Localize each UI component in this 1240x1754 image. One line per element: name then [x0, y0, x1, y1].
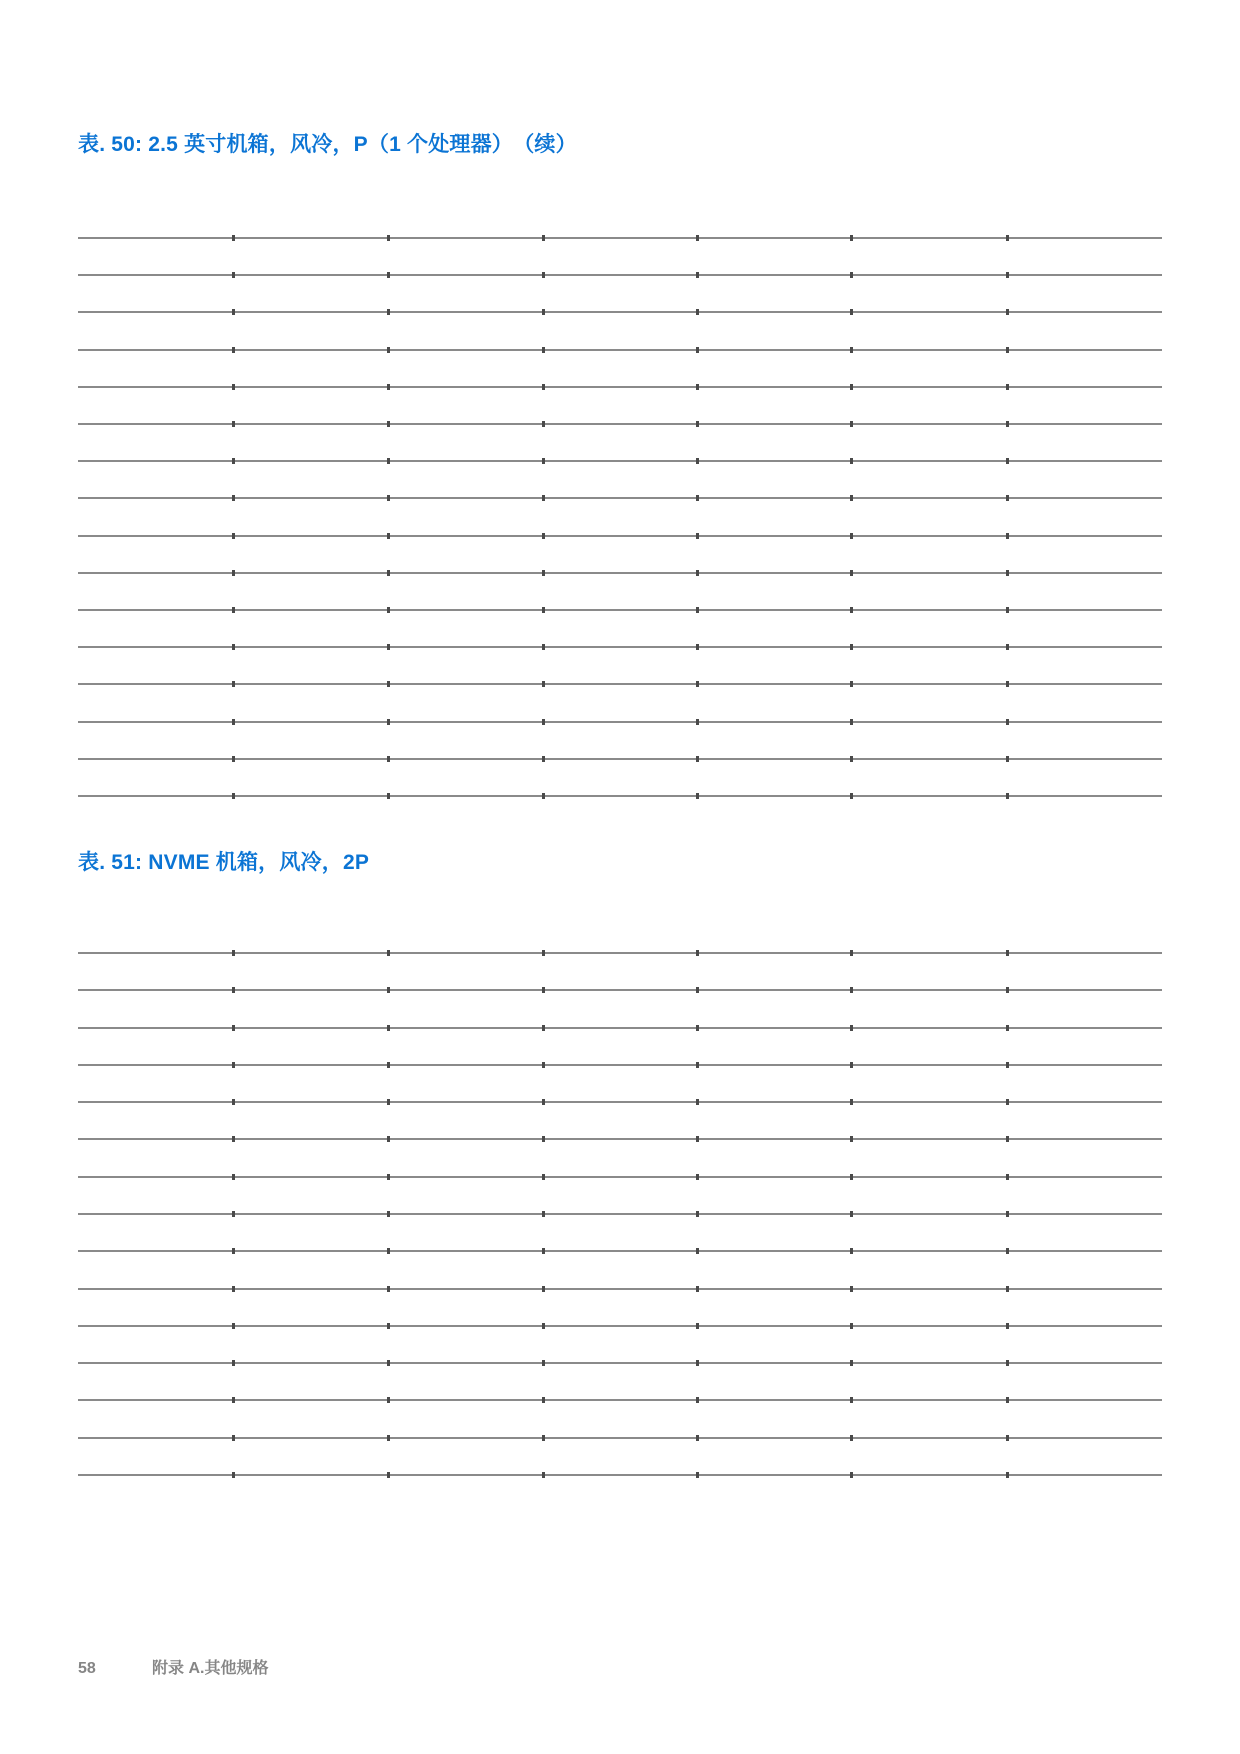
column-divider-tick [387, 347, 390, 353]
column-divider-tick [542, 644, 545, 650]
column-divider-tick [542, 421, 545, 427]
column-divider-tick [696, 309, 699, 315]
table-50-caption: 表. 50: 2.5 英寸机箱，风冷，P（1 个处理器） （续） [78, 133, 577, 156]
column-divider-tick [232, 1248, 235, 1254]
column-divider-tick [1006, 1397, 1009, 1403]
table-row-line [78, 952, 1162, 954]
column-divider-tick [696, 458, 699, 464]
column-divider-tick [696, 1323, 699, 1329]
column-divider-tick [850, 1286, 853, 1292]
column-divider-tick [232, 1211, 235, 1217]
column-divider-tick [850, 987, 853, 993]
column-divider-tick [696, 1435, 699, 1441]
column-divider-tick [1006, 1062, 1009, 1068]
column-divider-tick [1006, 950, 1009, 956]
column-divider-tick [387, 1323, 390, 1329]
column-divider-tick [387, 1211, 390, 1217]
column-divider-tick [696, 421, 699, 427]
column-divider-tick [232, 987, 235, 993]
column-divider-tick [542, 950, 545, 956]
column-divider-tick [542, 347, 545, 353]
column-divider-tick [542, 1435, 545, 1441]
column-divider-tick [850, 950, 853, 956]
column-divider-tick [1006, 1435, 1009, 1441]
column-divider-tick [232, 644, 235, 650]
column-divider-tick [850, 421, 853, 427]
column-divider-tick [232, 1397, 235, 1403]
table-row-line [78, 423, 1162, 425]
column-divider-tick [542, 1323, 545, 1329]
column-divider-tick [1006, 1136, 1009, 1142]
column-divider-tick [1006, 1323, 1009, 1329]
column-divider-tick [1006, 458, 1009, 464]
table-row-line [78, 609, 1162, 611]
column-divider-tick [542, 607, 545, 613]
table-row-line [78, 1027, 1162, 1029]
column-divider-tick [542, 1472, 545, 1478]
column-divider-tick [387, 1062, 390, 1068]
column-divider-tick [387, 458, 390, 464]
table-row-line [78, 1474, 1162, 1476]
column-divider-tick [850, 347, 853, 353]
column-divider-tick [696, 950, 699, 956]
column-divider-tick [542, 495, 545, 501]
column-divider-tick [1006, 756, 1009, 762]
column-divider-tick [542, 1062, 545, 1068]
column-divider-tick [232, 1136, 235, 1142]
column-divider-tick [387, 987, 390, 993]
column-divider-tick [850, 1174, 853, 1180]
column-divider-tick [542, 533, 545, 539]
column-divider-tick [542, 1211, 545, 1217]
column-divider-tick [387, 681, 390, 687]
column-divider-tick [1006, 235, 1009, 241]
column-divider-tick [232, 756, 235, 762]
table-row-line [78, 1176, 1162, 1178]
column-divider-tick [387, 1397, 390, 1403]
column-divider-tick [850, 793, 853, 799]
column-divider-tick [387, 1435, 390, 1441]
column-divider-tick [232, 1286, 235, 1292]
column-divider-tick [542, 1397, 545, 1403]
table-row-line [78, 1399, 1162, 1401]
column-divider-tick [696, 570, 699, 576]
column-divider-tick [1006, 681, 1009, 687]
column-divider-tick [232, 272, 235, 278]
column-divider-tick [696, 1472, 699, 1478]
column-divider-tick [850, 1248, 853, 1254]
table-row-line [78, 1325, 1162, 1327]
column-divider-tick [542, 1025, 545, 1031]
column-divider-tick [232, 1174, 235, 1180]
column-divider-tick [232, 421, 235, 427]
column-divider-tick [232, 950, 235, 956]
column-divider-tick [232, 793, 235, 799]
column-divider-tick [387, 570, 390, 576]
table-row-line [78, 1138, 1162, 1140]
column-divider-tick [232, 1360, 235, 1366]
column-divider-tick [696, 1211, 699, 1217]
table-row-line [78, 1437, 1162, 1439]
column-divider-tick [1006, 272, 1009, 278]
column-divider-tick [1006, 1025, 1009, 1031]
column-divider-tick [696, 347, 699, 353]
column-divider-tick [1006, 309, 1009, 315]
table-row-line [78, 349, 1162, 351]
column-divider-tick [387, 1025, 390, 1031]
column-divider-tick [696, 1136, 699, 1142]
column-divider-tick [542, 1136, 545, 1142]
column-divider-tick [850, 756, 853, 762]
column-divider-tick [850, 1472, 853, 1478]
column-divider-tick [850, 1323, 853, 1329]
column-divider-tick [232, 533, 235, 539]
table-row-line [78, 237, 1162, 239]
column-divider-tick [542, 987, 545, 993]
column-divider-tick [387, 272, 390, 278]
table-row-line [78, 274, 1162, 276]
column-divider-tick [1006, 793, 1009, 799]
column-divider-tick [696, 1099, 699, 1105]
column-divider-tick [696, 235, 699, 241]
column-divider-tick [1006, 495, 1009, 501]
page-footer [0, 1659, 1240, 1681]
column-divider-tick [696, 384, 699, 390]
column-divider-tick [542, 1360, 545, 1366]
column-divider-tick [232, 681, 235, 687]
column-divider-tick [1006, 1248, 1009, 1254]
column-divider-tick [696, 1360, 699, 1366]
table-row-line [78, 1064, 1162, 1066]
table-row-line [78, 989, 1162, 991]
column-divider-tick [850, 1397, 853, 1403]
column-divider-tick [387, 235, 390, 241]
column-divider-tick [387, 950, 390, 956]
page-number: 58 [78, 1660, 96, 1677]
column-divider-tick [387, 719, 390, 725]
column-divider-tick [387, 1360, 390, 1366]
column-divider-tick [1006, 607, 1009, 613]
column-divider-tick [232, 1472, 235, 1478]
column-divider-tick [1006, 644, 1009, 650]
column-divider-tick [232, 458, 235, 464]
column-divider-tick [1006, 719, 1009, 725]
column-divider-tick [696, 1062, 699, 1068]
table-row-line [78, 646, 1162, 648]
table-row-line [78, 1213, 1162, 1215]
table-51-caption: 表. 51: NVME 机箱，风冷，2P [78, 851, 370, 874]
column-divider-tick [387, 384, 390, 390]
column-divider-tick [696, 1397, 699, 1403]
column-divider-tick [850, 1062, 853, 1068]
column-divider-tick [696, 1248, 699, 1254]
column-divider-tick [1006, 1286, 1009, 1292]
column-divider-tick [542, 1174, 545, 1180]
column-divider-tick [542, 719, 545, 725]
column-divider-tick [696, 1174, 699, 1180]
column-divider-tick [387, 533, 390, 539]
column-divider-tick [850, 1211, 853, 1217]
column-divider-tick [542, 1286, 545, 1292]
column-divider-tick [696, 1025, 699, 1031]
table-row-line [78, 1362, 1162, 1364]
column-divider-tick [696, 681, 699, 687]
table-row-line [78, 572, 1162, 574]
column-divider-tick [232, 347, 235, 353]
column-divider-tick [696, 756, 699, 762]
table-row-line [78, 1250, 1162, 1252]
column-divider-tick [696, 607, 699, 613]
column-divider-tick [232, 309, 235, 315]
column-divider-tick [1006, 1472, 1009, 1478]
column-divider-tick [696, 644, 699, 650]
column-divider-tick [542, 272, 545, 278]
column-divider-tick [387, 1248, 390, 1254]
column-divider-tick [1006, 1099, 1009, 1105]
column-divider-tick [1006, 1211, 1009, 1217]
column-divider-tick [387, 1472, 390, 1478]
table-row-line [78, 721, 1162, 723]
column-divider-tick [1006, 421, 1009, 427]
column-divider-tick [232, 495, 235, 501]
table-row-line [78, 535, 1162, 537]
column-divider-tick [387, 756, 390, 762]
column-divider-tick [696, 495, 699, 501]
column-divider-tick [1006, 570, 1009, 576]
column-divider-tick [1006, 987, 1009, 993]
column-divider-tick [387, 421, 390, 427]
column-divider-tick [542, 235, 545, 241]
column-divider-tick [850, 681, 853, 687]
column-divider-tick [1006, 347, 1009, 353]
column-divider-tick [232, 607, 235, 613]
table-row-line [78, 1101, 1162, 1103]
column-divider-tick [232, 384, 235, 390]
column-divider-tick [1006, 384, 1009, 390]
column-divider-tick [232, 1323, 235, 1329]
column-divider-tick [542, 458, 545, 464]
column-divider-tick [387, 309, 390, 315]
column-divider-tick [387, 1286, 390, 1292]
column-divider-tick [387, 607, 390, 613]
column-divider-tick [850, 495, 853, 501]
column-divider-tick [1006, 1174, 1009, 1180]
column-divider-tick [850, 1435, 853, 1441]
column-divider-tick [850, 1136, 853, 1142]
column-divider-tick [232, 1435, 235, 1441]
column-divider-tick [1006, 533, 1009, 539]
column-divider-tick [232, 1062, 235, 1068]
column-divider-tick [696, 719, 699, 725]
column-divider-tick [232, 719, 235, 725]
column-divider-tick [542, 570, 545, 576]
table-row-line [78, 386, 1162, 388]
column-divider-tick [232, 570, 235, 576]
table-row-line [78, 460, 1162, 462]
table-row-line [78, 1288, 1162, 1290]
table-row-line [78, 795, 1162, 797]
column-divider-tick [387, 1099, 390, 1105]
column-divider-tick [850, 384, 853, 390]
column-divider-tick [387, 644, 390, 650]
column-divider-tick [232, 235, 235, 241]
column-divider-tick [542, 384, 545, 390]
column-divider-tick [696, 793, 699, 799]
column-divider-tick [696, 272, 699, 278]
table-row-line [78, 683, 1162, 685]
column-divider-tick [850, 533, 853, 539]
column-divider-tick [850, 272, 853, 278]
column-divider-tick [542, 756, 545, 762]
column-divider-tick [232, 1099, 235, 1105]
column-divider-tick [542, 793, 545, 799]
column-divider-tick [542, 681, 545, 687]
column-divider-tick [850, 607, 853, 613]
column-divider-tick [850, 570, 853, 576]
column-divider-tick [850, 1360, 853, 1366]
column-divider-tick [850, 719, 853, 725]
column-divider-tick [850, 309, 853, 315]
column-divider-tick [696, 533, 699, 539]
column-divider-tick [387, 1174, 390, 1180]
column-divider-tick [696, 1286, 699, 1292]
column-divider-tick [850, 458, 853, 464]
column-divider-tick [387, 793, 390, 799]
column-divider-tick [850, 235, 853, 241]
table-row-line [78, 758, 1162, 760]
column-divider-tick [850, 1025, 853, 1031]
column-divider-tick [696, 987, 699, 993]
column-divider-tick [232, 1025, 235, 1031]
column-divider-tick [387, 495, 390, 501]
table-row-line [78, 497, 1162, 499]
column-divider-tick [850, 644, 853, 650]
column-divider-tick [542, 1099, 545, 1105]
column-divider-tick [542, 309, 545, 315]
table-row-line [78, 311, 1162, 313]
column-divider-tick [387, 1136, 390, 1142]
column-divider-tick [1006, 1360, 1009, 1366]
footer-section-title: 附录 A.其他规格 [152, 1660, 269, 1677]
column-divider-tick [542, 1248, 545, 1254]
column-divider-tick [850, 1099, 853, 1105]
